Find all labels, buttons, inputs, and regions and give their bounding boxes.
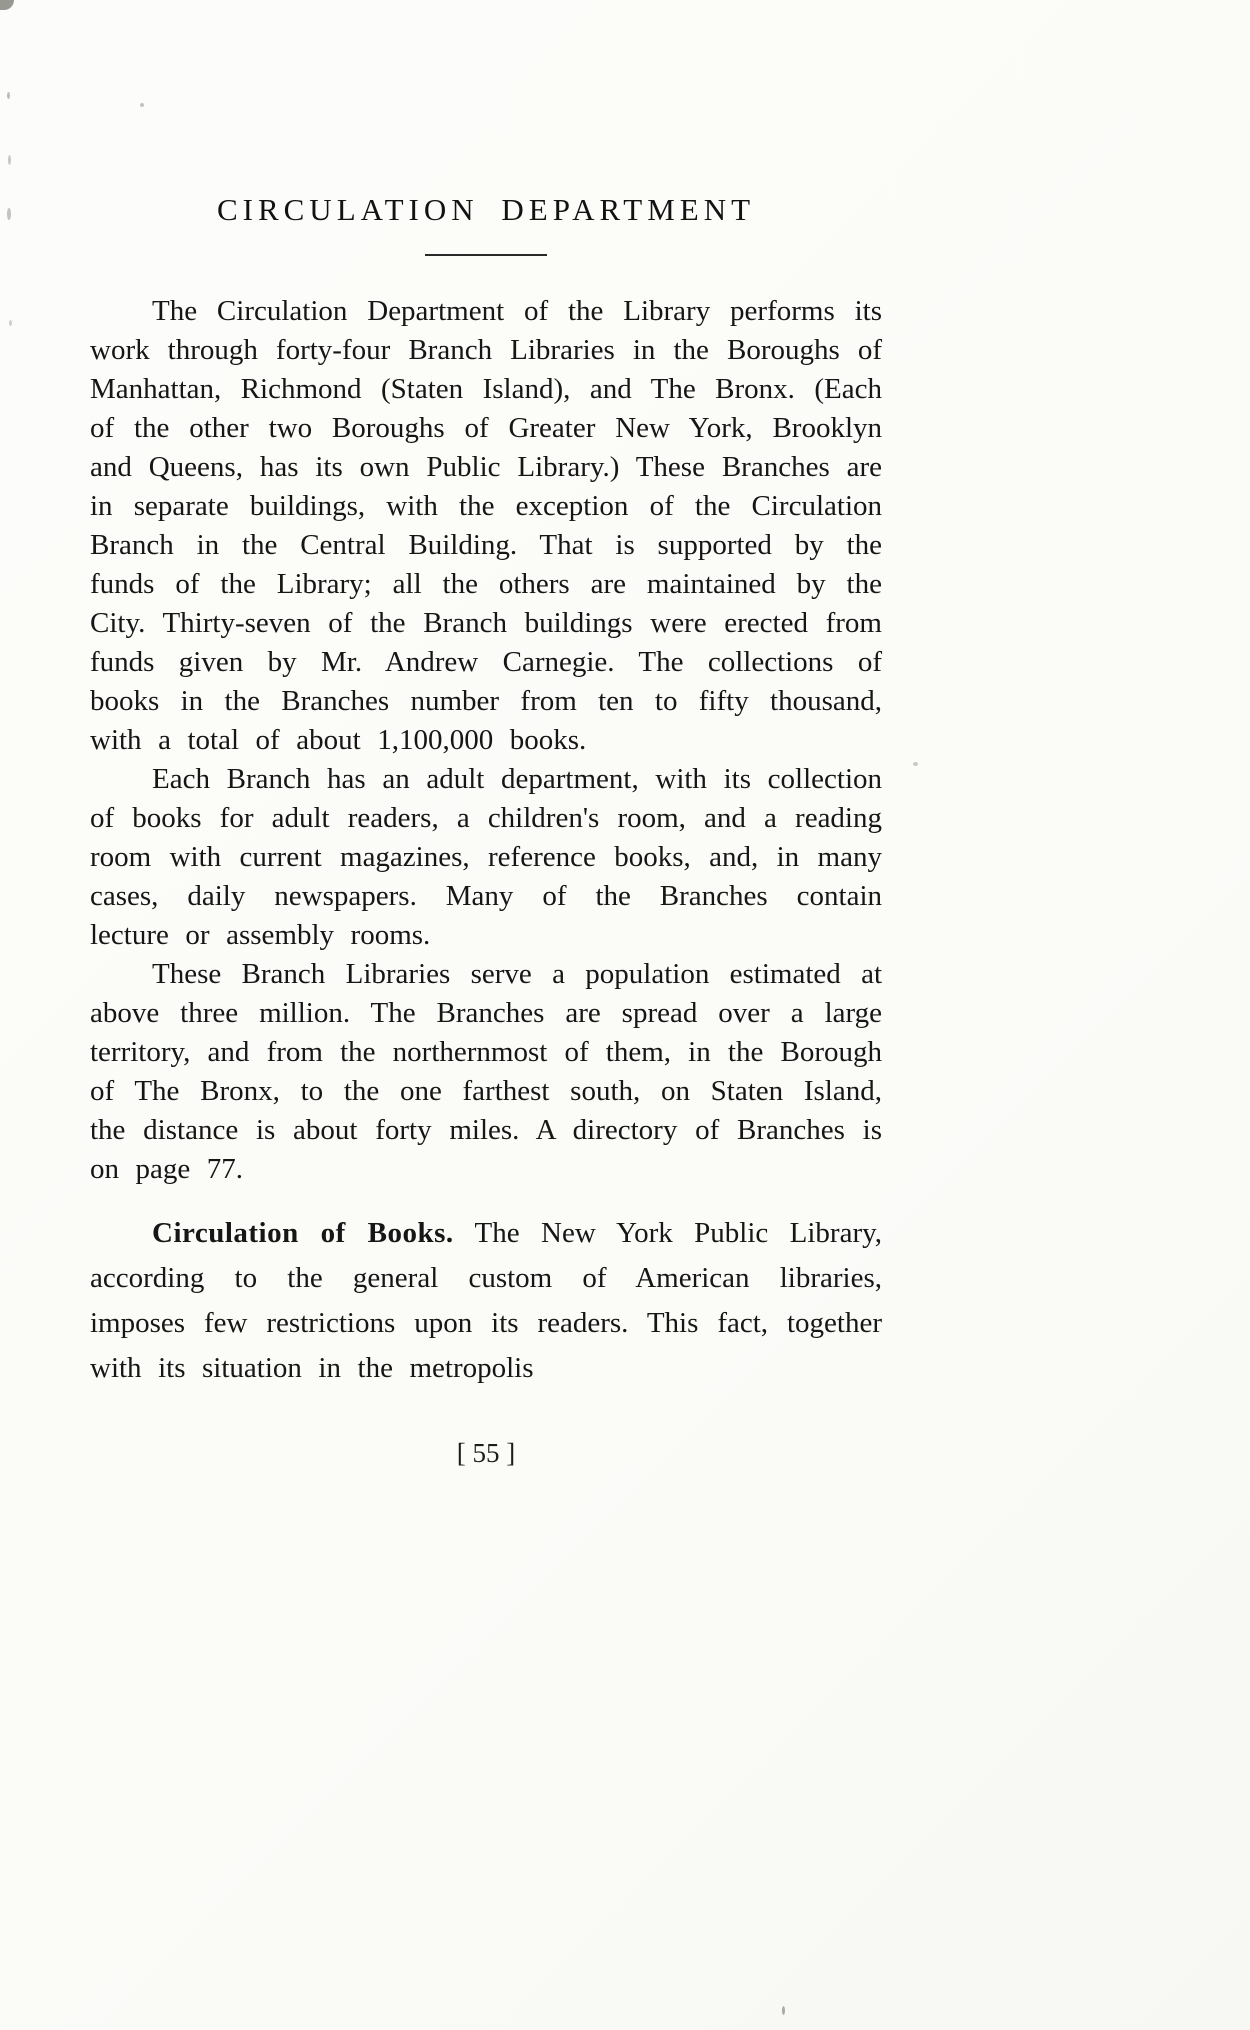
page-content (90, 192, 882, 1391)
scan-corner-artifact (0, 0, 14, 10)
scan-speck (782, 2006, 785, 2015)
paragraph-4 (90, 1211, 882, 1391)
section-text: The New York Public Library, according to the general custom of American libraries, imposes few restrictions upon its readers. This fact, together with its situation in the metropolis (90, 1217, 882, 1384)
scan-speck (7, 92, 10, 99)
scan-speck (9, 320, 12, 326)
scan-speck (8, 155, 11, 165)
section-heading: Circulation of Books. (152, 1217, 454, 1249)
scan-speck (913, 762, 918, 766)
page-number: [ 55 ] (456, 1438, 516, 1468)
chapter-title: CIRCULATION DEPARTMENT (216, 192, 756, 227)
scan-speck (7, 208, 11, 220)
paragraph-1: The Circulation Department of the Library performs its work through forty-four Branch Libraries in the Boroughs of Manhattan, Richmond (Staten Island), and The Bronx. (Each of the other two Boroughs of Greater New York, Brooklyn and Queens, has its own Public Library.) These Branches are in separate buildings, with the exception of the Circulation Branch in the Central Building. That is supported by the funds of the Library; all the others are maintained by the City. Thirty-seven of the Branch buildings were erected from funds given by Mr. Andrew Carnegie. The collections of books in the Branches number from ten to fifty thousand, with a total of about 1,100,000 books. (90, 295, 882, 756)
paragraph-3: These Branch Libraries serve a population estimated at above three million. The Branches are spread over a large territory, and from the northernmost of them, in the Borough of The Bronx, to the one farthest south, on Staten Island, the distance is about forty miles. A directory of Branches is on page 77. (90, 958, 882, 1185)
paragraph-2: Each Branch has an adult department, with its collection of books for adult readers, a children's room, and a reading room with current magazines, reference books, and, in many cases, daily newspapers. Many of the Branches contain lecture or assembly rooms. (90, 763, 882, 951)
scan-speck (140, 103, 144, 107)
title-divider (425, 254, 547, 256)
